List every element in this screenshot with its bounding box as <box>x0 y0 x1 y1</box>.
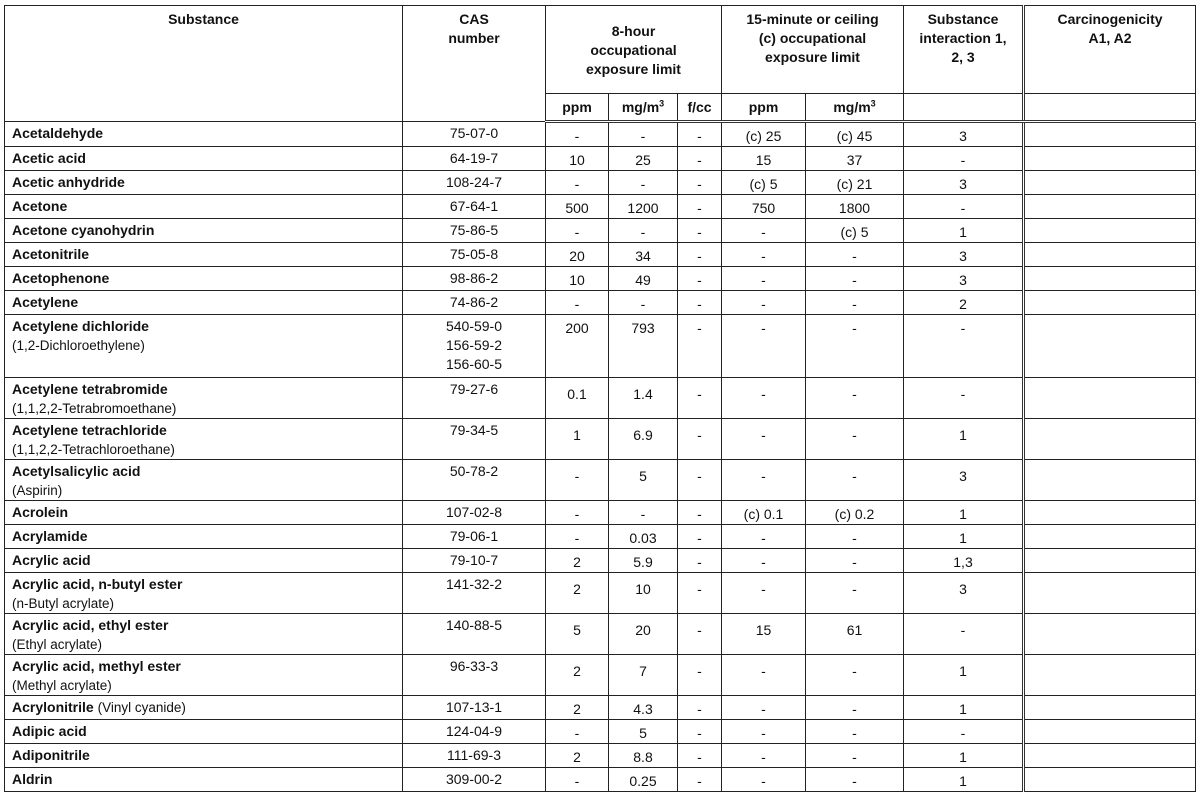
cas-cell: 124-04-9 <box>403 720 546 744</box>
substance-cell <box>5 315 403 378</box>
fcc-cell: - <box>678 573 722 614</box>
substance-synonym: (Ethyl acrylate) <box>12 637 103 652</box>
substance-cell <box>5 573 403 614</box>
mg-cell: 6.9 <box>609 419 678 460</box>
inter-cell: 1 <box>904 696 1024 720</box>
carcinogenicity-cell <box>1024 744 1196 768</box>
header-ppm-15: ppm <box>722 94 806 122</box>
fcc-cell: - <box>678 720 722 744</box>
ppm-cell: 0.1 <box>546 378 609 419</box>
table-row <box>5 195 1196 219</box>
table-row <box>5 219 1196 243</box>
substance-synonym: (Methyl acrylate) <box>12 678 112 693</box>
table-row <box>5 378 1196 419</box>
substance-synonym: (Vinyl cyanide) <box>97 700 186 715</box>
inter-cell: 1 <box>904 744 1024 768</box>
cas-cell: 98-86-2 <box>403 267 546 291</box>
header-carcinogenicity <box>1024 6 1196 94</box>
substance-name: Acrolein <box>12 504 69 520</box>
substance-cell <box>5 219 403 243</box>
fcc-cell: - <box>678 171 722 195</box>
ppm15-cell: - <box>722 768 806 792</box>
fcc-cell: - <box>678 419 722 460</box>
fcc-cell: - <box>678 549 722 573</box>
ppm15-cell: - <box>722 720 806 744</box>
mg15-cell: (c) 0.2 <box>806 501 904 525</box>
cas-cell: 79-06-1 <box>403 525 546 549</box>
mg15-cell: - <box>806 655 904 696</box>
header-fcc: f/cc <box>678 94 722 122</box>
table-row <box>5 720 1196 744</box>
cas-cell: 79-27-6 <box>403 378 546 419</box>
inter-cell: 2 <box>904 291 1024 315</box>
mg-cell: - <box>609 122 678 147</box>
ppm-cell: 2 <box>546 655 609 696</box>
inter-cell: - <box>904 614 1024 655</box>
table-row <box>5 243 1196 267</box>
carcinogenicity-cell <box>1024 573 1196 614</box>
mg-cell: - <box>609 171 678 195</box>
header-interaction <box>904 6 1024 94</box>
ppm-cell: 1 <box>546 419 609 460</box>
header-8-hour <box>546 6 722 94</box>
cas-cell: 141-32-2 <box>403 573 546 614</box>
mg-cell: - <box>609 219 678 243</box>
substance-name: Acetic anhydride <box>12 174 125 190</box>
ppm15-cell: - <box>722 219 806 243</box>
cas-cell: 111-69-3 <box>403 744 546 768</box>
table-row <box>5 147 1196 171</box>
mg15-cell: 37 <box>806 147 904 171</box>
header-interaction-text: Substance interaction 1, 2, 3 <box>919 11 1007 65</box>
fcc-cell: - <box>678 315 722 378</box>
ppm15-cell: - <box>722 291 806 315</box>
substance-synonym: (1,2-Dichloroethylene) <box>12 338 145 353</box>
mg15-cell: - <box>806 573 904 614</box>
table-row <box>5 291 1196 315</box>
header-interaction-blank <box>904 94 1024 122</box>
ppm15-cell: 15 <box>722 147 806 171</box>
substance-name: Acetylene tetrachloride <box>12 422 167 438</box>
substance-cell <box>5 744 403 768</box>
fcc-cell: - <box>678 460 722 501</box>
table-body <box>5 122 1196 792</box>
mg-cell: 7 <box>609 655 678 696</box>
inter-cell: 3 <box>904 171 1024 195</box>
table-row <box>5 549 1196 573</box>
substance-cell <box>5 419 403 460</box>
mg15-cell: - <box>806 525 904 549</box>
cas-cell: 64-19-7 <box>403 147 546 171</box>
substance-synonym: (1,1,2,2-Tetrabromoethane) <box>12 401 177 416</box>
carcinogenicity-cell <box>1024 501 1196 525</box>
header-15-minute-text: 15-minute or ceiling (c) occupational exposure limit <box>746 11 879 65</box>
mg-cell: 0.25 <box>609 768 678 792</box>
mg-cell: 34 <box>609 243 678 267</box>
table-row <box>5 573 1196 614</box>
mg15-cell: - <box>806 243 904 267</box>
ppm15-cell: - <box>722 696 806 720</box>
fcc-cell: - <box>678 501 722 525</box>
inter-cell: 3 <box>904 243 1024 267</box>
table-row <box>5 315 1196 378</box>
ppm-cell: - <box>546 171 609 195</box>
cas-cell: 79-34-5 <box>403 419 546 460</box>
fcc-cell: - <box>678 147 722 171</box>
fcc-cell: - <box>678 378 722 419</box>
substance-cell <box>5 655 403 696</box>
ppm-cell: - <box>546 501 609 525</box>
mg-cell: 20 <box>609 614 678 655</box>
carcinogenicity-cell <box>1024 460 1196 501</box>
header-8-hour-text: 8-hour occupational exposure limit <box>586 23 681 77</box>
cas-cell: 79-10-7 <box>403 549 546 573</box>
substance-name: Adiponitrile <box>12 747 90 763</box>
substance-name: Acetone cyanohydrin <box>12 222 155 238</box>
carcinogenicity-cell <box>1024 315 1196 378</box>
substance-cell <box>5 460 403 501</box>
ppm15-cell: - <box>722 655 806 696</box>
carcinogenicity-cell <box>1024 768 1196 792</box>
inter-cell: 3 <box>904 573 1024 614</box>
substance-name: Aldrin <box>12 771 53 787</box>
cas-cell: 140-88-5 <box>403 614 546 655</box>
ppm15-cell: - <box>722 549 806 573</box>
substance-name: Acetylene tetrabromide <box>12 381 168 397</box>
table-row <box>5 267 1196 291</box>
substance-name: Acrylonitrile <box>12 699 94 715</box>
mg-cell: 25 <box>609 147 678 171</box>
cas-cell: 540-59-0 156-59-2 156-60-5 <box>403 315 546 378</box>
mg-cell: - <box>609 291 678 315</box>
substance-name: Acetic acid <box>12 150 86 166</box>
fcc-cell: - <box>678 655 722 696</box>
mg15-cell: - <box>806 460 904 501</box>
carcinogenicity-cell <box>1024 171 1196 195</box>
mg-cell: 49 <box>609 267 678 291</box>
table-row <box>5 460 1196 501</box>
substance-name: Acrylic acid <box>12 552 91 568</box>
substance-cell <box>5 549 403 573</box>
fcc-cell: - <box>678 219 722 243</box>
carcinogenicity-cell <box>1024 419 1196 460</box>
ppm15-cell: - <box>722 460 806 501</box>
cas-cell: 107-13-1 <box>403 696 546 720</box>
cas-cell: 50-78-2 <box>403 460 546 501</box>
carcinogenicity-cell <box>1024 219 1196 243</box>
table-row <box>5 525 1196 549</box>
inter-cell: - <box>904 315 1024 378</box>
ppm-cell: - <box>546 219 609 243</box>
inter-cell: 3 <box>904 122 1024 147</box>
table-row <box>5 614 1196 655</box>
cas-cell: 108-24-7 <box>403 171 546 195</box>
mg-cell: 793 <box>609 315 678 378</box>
mg-cell: 5 <box>609 460 678 501</box>
substance-cell <box>5 122 403 147</box>
cas-cell: 74-86-2 <box>403 291 546 315</box>
substance-cell <box>5 291 403 315</box>
substance-cell <box>5 614 403 655</box>
mg15-cell: - <box>806 696 904 720</box>
substance-cell <box>5 696 403 720</box>
substance-cell <box>5 768 403 792</box>
carcinogenicity-cell <box>1024 147 1196 171</box>
fcc-cell: - <box>678 122 722 147</box>
mg-cell: 0.03 <box>609 525 678 549</box>
carcinogenicity-cell <box>1024 614 1196 655</box>
fcc-cell: - <box>678 614 722 655</box>
ppm-cell: 2 <box>546 744 609 768</box>
carcinogenicity-cell <box>1024 549 1196 573</box>
substance-name: Acetone <box>12 198 68 214</box>
cas-cell: 67-64-1 <box>403 195 546 219</box>
ppm15-cell: - <box>722 419 806 460</box>
mg15-cell: (c) 45 <box>806 122 904 147</box>
carcinogenicity-cell <box>1024 122 1196 147</box>
header-carcinogenicity-blank <box>1024 94 1196 122</box>
table-row <box>5 768 1196 792</box>
inter-cell: 3 <box>904 460 1024 501</box>
substance-name: Acrylic acid, n-butyl ester <box>12 576 183 592</box>
ppm15-cell: 15 <box>722 614 806 655</box>
header-mg <box>609 94 678 122</box>
cas-cell: 75-07-0 <box>403 122 546 147</box>
carcinogenicity-cell <box>1024 696 1196 720</box>
substance-name: Acetophenone <box>12 270 110 286</box>
mg-cell: 8.8 <box>609 744 678 768</box>
mg15-cell: - <box>806 267 904 291</box>
ppm-cell: - <box>546 720 609 744</box>
ppm-cell: 2 <box>546 549 609 573</box>
substance-name: Acetylsalicylic acid <box>12 463 141 479</box>
table-row <box>5 655 1196 696</box>
ppm15-cell: - <box>722 267 806 291</box>
ppm-cell: - <box>546 768 609 792</box>
fcc-cell: - <box>678 291 722 315</box>
carcinogenicity-cell <box>1024 291 1196 315</box>
mg-cell: 1200 <box>609 195 678 219</box>
header-ppm: ppm <box>546 94 609 122</box>
inter-cell: - <box>904 147 1024 171</box>
ppm15-cell: - <box>722 744 806 768</box>
header-mg-15 <box>806 94 904 122</box>
mg15-cell: - <box>806 744 904 768</box>
substance-cell <box>5 525 403 549</box>
mg15-cell: - <box>806 768 904 792</box>
carcinogenicity-cell <box>1024 267 1196 291</box>
inter-cell: 1 <box>904 419 1024 460</box>
header-cas-text: CAS number <box>448 11 500 46</box>
ppm15-cell: - <box>722 573 806 614</box>
carcinogenicity-cell <box>1024 195 1196 219</box>
table-row <box>5 122 1196 147</box>
mg-cell: 5.9 <box>609 549 678 573</box>
substance-name: Acrylic acid, ethyl ester <box>12 617 169 633</box>
inter-cell: 1 <box>904 219 1024 243</box>
header-mg-text: mg/m <box>621 98 660 115</box>
inter-cell: 1 <box>904 525 1024 549</box>
mg15-cell: - <box>806 720 904 744</box>
header-mg-sup: 3 <box>659 97 665 108</box>
substance-name: Adipic acid <box>12 723 87 739</box>
mg15-cell: - <box>806 315 904 378</box>
inter-cell: - <box>904 378 1024 419</box>
carcinogenicity-cell <box>1024 243 1196 267</box>
carcinogenicity-cell <box>1024 378 1196 419</box>
mg15-cell: 61 <box>806 614 904 655</box>
ppm-cell: 200 <box>546 315 609 378</box>
ppm15-cell: - <box>722 525 806 549</box>
fcc-cell: - <box>678 696 722 720</box>
substance-synonym: (1,1,2,2-Tetrachloroethane) <box>12 442 175 457</box>
ppm-cell: - <box>546 122 609 147</box>
substance-name: Acrylamide <box>12 528 88 544</box>
mg-cell: - <box>609 501 678 525</box>
inter-cell: 3 <box>904 267 1024 291</box>
ppm-cell: 10 <box>546 267 609 291</box>
fcc-cell: - <box>678 744 722 768</box>
ppm15-cell: - <box>722 315 806 378</box>
fcc-cell: - <box>678 267 722 291</box>
cas-cell: 96-33-3 <box>403 655 546 696</box>
header-substance: Substance <box>5 6 403 122</box>
fcc-cell: - <box>678 768 722 792</box>
mg-cell: 5 <box>609 720 678 744</box>
fcc-cell: - <box>678 525 722 549</box>
ppm-cell: 500 <box>546 195 609 219</box>
substance-name: Acetylene dichloride <box>12 318 149 334</box>
substance-synonym: (Aspirin) <box>12 483 63 498</box>
ppm15-cell: (c) 25 <box>722 122 806 147</box>
inter-cell: 1 <box>904 501 1024 525</box>
substance-synonym: (n-Butyl acrylate) <box>12 596 115 611</box>
mg-cell: 4.3 <box>609 696 678 720</box>
mg15-cell: 1800 <box>806 195 904 219</box>
header-15-minute <box>722 6 904 94</box>
carcinogenicity-cell <box>1024 720 1196 744</box>
mg15-cell: - <box>806 419 904 460</box>
substance-name: Acrylic acid, methyl ester <box>12 658 181 674</box>
mg15-cell: - <box>806 378 904 419</box>
substance-cell <box>5 243 403 267</box>
ppm15-cell: - <box>722 378 806 419</box>
inter-cell: - <box>904 720 1024 744</box>
table-row <box>5 744 1196 768</box>
mg-cell: 1.4 <box>609 378 678 419</box>
mg15-cell: (c) 21 <box>806 171 904 195</box>
ppm15-cell: (c) 0.1 <box>722 501 806 525</box>
cas-cell: 107-02-8 <box>403 501 546 525</box>
header-mg-15-sup: 3 <box>870 97 876 108</box>
substance-cell <box>5 195 403 219</box>
inter-cell: 1 <box>904 655 1024 696</box>
fcc-cell: - <box>678 243 722 267</box>
mg-cell: 10 <box>609 573 678 614</box>
ppm15-cell: 750 <box>722 195 806 219</box>
ppm-cell: - <box>546 460 609 501</box>
inter-cell: - <box>904 195 1024 219</box>
ppm-cell: 20 <box>546 243 609 267</box>
ppm-cell: 2 <box>546 573 609 614</box>
inter-cell: 1,3 <box>904 549 1024 573</box>
substance-name: Acetylene <box>12 294 79 310</box>
substance-cell <box>5 378 403 419</box>
header-cas <box>403 6 546 122</box>
table-row <box>5 419 1196 460</box>
ppm-cell: 2 <box>546 696 609 720</box>
substance-cell <box>5 720 403 744</box>
substance-name: Acetonitrile <box>12 246 90 262</box>
substance-cell <box>5 171 403 195</box>
header-carcinogenicity-text: Carcinogenicity A1, A2 <box>1057 11 1163 46</box>
cas-cell: 75-05-8 <box>403 243 546 267</box>
cas-cell: 309-00-2 <box>403 768 546 792</box>
substance-cell <box>5 267 403 291</box>
mg15-cell: - <box>806 291 904 315</box>
ppm15-cell: (c) 5 <box>722 171 806 195</box>
fcc-cell: - <box>678 195 722 219</box>
table-row <box>5 501 1196 525</box>
substance-name: Acetaldehyde <box>12 125 104 141</box>
ppm-cell: 5 <box>546 614 609 655</box>
substance-cell <box>5 501 403 525</box>
substance-cell <box>5 147 403 171</box>
table-row <box>5 171 1196 195</box>
header-mg-15-text: mg/m <box>833 98 871 115</box>
ppm-cell: - <box>546 525 609 549</box>
cas-cell: 75-86-5 <box>403 219 546 243</box>
inter-cell: 1 <box>904 768 1024 792</box>
mg15-cell: (c) 5 <box>806 219 904 243</box>
ppm15-cell: - <box>722 243 806 267</box>
carcinogenicity-cell <box>1024 655 1196 696</box>
carcinogenicity-cell <box>1024 525 1196 549</box>
exposure-limits-table <box>4 5 1196 792</box>
mg15-cell: - <box>806 549 904 573</box>
table-row <box>5 696 1196 720</box>
ppm-cell: 10 <box>546 147 609 171</box>
ppm-cell: - <box>546 291 609 315</box>
